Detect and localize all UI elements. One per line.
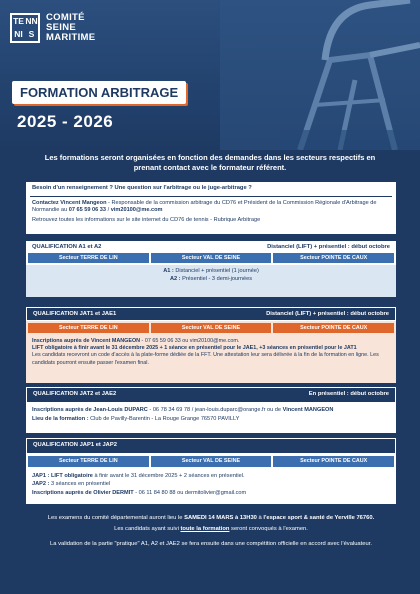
header-banner	[0, 0, 420, 150]
section-jap-body	[26, 469, 396, 501]
intro-text: Les formations seront organisées en fonction des demandes dans les secteurs respectifs en prenant contact avec le formateur référent.	[44, 153, 376, 172]
umpire-chair-image	[220, 0, 420, 150]
exam-footer	[26, 514, 396, 548]
ja-inscription-line: Inscriptions auprès de Vincent MANGEON - 07 65 59 06 33 ou vim20100@me.com.	[32, 338, 240, 344]
sector-val-de-seine: Secteur VAL DE SEINE	[151, 323, 272, 333]
logo-letters-tl: TE	[13, 16, 24, 26]
sector-terre-de-lin: Secteur TERRE DE LIN	[28, 323, 149, 333]
ja-lift-line: LIFT obligatoire à finir avant le 31 décembre 2025 + 1 séance en présentiel pour le JAE1, +3 séances en présentiel pour le JAT1	[32, 345, 357, 352]
info-body	[26, 197, 396, 229]
jat2-location-line: Lieu de la formation : Club de Pavilly-Barentin - La Rouge Grange 76570 PAVILLY	[32, 415, 240, 422]
contact-email-link[interactable]: vim20100@me.com	[110, 207, 163, 214]
jap-inscription-line: Inscriptions auprès de Olivier DERMIT - 06 11 84 80 88 ou dermitolivier@gmail.com	[32, 489, 247, 496]
section-a1-a2	[26, 241, 396, 297]
info-contact: Contactez Vincent Mangeon - Responsable de la commission arbitrage du CD76 et Président de la Commission Régionale d'Arbitrage de Normandie au 07 65 59 06 33 / vim20100@me.com	[32, 199, 377, 214]
sector-terre-de-lin: Secteur TERRE DE LIN	[28, 456, 149, 468]
exam-date-line: Les examens du comité départemental auront lieu le SAMEDI 14 MARS à 13H30 à l'espace sport & santé de Yerville 76760.	[47, 515, 375, 521]
section-jap-sectors	[26, 454, 396, 470]
info-question: Besoin d'un renseignement ? Une question sur l'arbitrage ou le juge-arbitrage ?	[30, 182, 392, 197]
logo-line-2: SEINE	[46, 22, 77, 33]
logo-letters-tr: NN	[25, 16, 38, 26]
section-a-sectors	[26, 253, 396, 265]
section-ja-header: QUALIFICATION JAT1 et JAE1 Distanciel (LIFT) + présentiel : début octobre	[26, 307, 396, 321]
jap1-line: JAP1 : LIFT obligatoire à finir avant le 31 décembre 2025 + 2 séances en présentiel.	[32, 473, 245, 480]
sector-pointe-de-caux: Secteur POINTE DE CAUX	[273, 456, 394, 468]
sector-val-de-seine: Secteur VAL DE SEINE	[151, 253, 272, 263]
jap2-line: JAP2 : 3 séances en présentiel	[32, 481, 111, 488]
practical-validation-line: La validation de la partie "pratique" A1, A2 et JAE2 se fera ensuite dans une compétition officielle en accord avec l'évaluateur.	[50, 541, 372, 547]
section-jat2-body	[26, 403, 396, 428]
tennis-logo-mark	[10, 13, 40, 43]
info-website-line: Retrouvez toutes les informations sur le site internet du CD76 de tennis - Rubrique Arbitrage	[32, 216, 261, 223]
section-jap-header: QUALIFICATION JAP1 et JAP2	[26, 438, 396, 454]
ja-access-line: Les candidats recevront un code d'accès à la plate-forme dédiée de la FFT. Une attestation leur sera délivrée à la fin de la formation en ligne. Les candidats pourront ensuite passer l'examen final.	[32, 352, 379, 366]
logo-text	[46, 13, 95, 43]
a1-line: A1 : Distanciel + présentiel (1 journée)	[163, 268, 259, 274]
exam-candidates-line: Les candidats ayant suivi toute la formation seront convoqués à l'examen.	[114, 526, 308, 532]
sector-pointe-de-caux: Secteur POINTE DE CAUX	[273, 253, 394, 263]
section-jap1-jap2	[26, 438, 396, 504]
section-a-body	[26, 265, 396, 287]
section-a-header: QUALIFICATION A1 et A2 Distanciel (LIFT) + présentiel : début octobre	[26, 241, 396, 253]
info-card	[26, 182, 396, 234]
logo-line-1: COMITÉ	[46, 12, 85, 23]
sector-pointe-de-caux: Secteur POINTE DE CAUX	[273, 323, 394, 333]
section-jat2-jae2	[26, 387, 396, 433]
sector-terre-de-lin: Secteur TERRE DE LIN	[28, 253, 149, 263]
section-ja-body	[26, 335, 396, 371]
section-ja-sectors	[26, 321, 396, 335]
committee-logo	[10, 13, 95, 43]
logo-line-3: MARITIME	[46, 32, 96, 43]
section-jat1-jae1	[26, 307, 396, 383]
page-title: FORMATION ARBITRAGE	[12, 81, 186, 104]
a2-line: A2 : Présentiel - 3 demi-journées	[169, 275, 253, 282]
sector-val-de-seine: Secteur VAL DE SEINE	[151, 456, 272, 468]
section-jat2-header: QUALIFICATION JAT2 et JAE2 En présentiel : début octobre	[26, 387, 396, 403]
jat2-inscription-line: Inscriptions auprès de Jean-Louis DUPARC - 06 78 34 69 78 / jean-louis.duparc@orange.fr ou de Vincent MANGEON	[32, 406, 334, 413]
logo-letters-br: S	[28, 29, 35, 39]
season-year: 2025 - 2026	[17, 112, 114, 131]
logo-letters-bl: NI	[14, 29, 23, 39]
